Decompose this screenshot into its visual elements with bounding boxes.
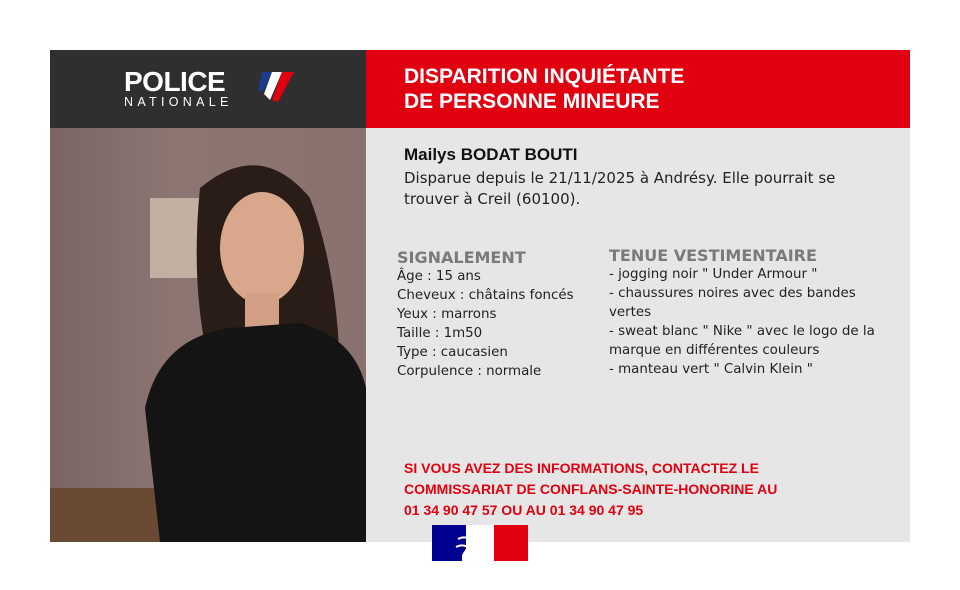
tenue-section [609,246,899,379]
signalement-item: Type : caucasien [397,345,508,360]
title-line-2: DE PERSONNE MINEURE [404,90,660,113]
missing-person-photo [50,128,366,542]
tricolor-wing-icon [254,70,296,106]
tenue-heading: TENUE VESTIMENTAIRE [609,246,817,265]
title-line-1: DISPARITION INQUIÉTANTE [404,65,685,88]
contact-notice [404,458,777,521]
portrait-illustration [50,128,366,542]
tenue-item: - manteau vert " Calvin Klein " [609,362,813,377]
contact-line: SI VOUS AVEZ DES INFORMATIONS, CONTACTEZ LE [404,460,759,476]
contact-phone-numbers: 01 34 90 47 57 OU AU 01 34 90 47 95 [404,502,644,518]
signalement-item: Taille : 1m50 [397,326,483,341]
signalement-item: Cheveux : châtains foncés [397,288,574,303]
tenue-item: - jogging noir " Under Armour " [609,267,818,282]
disappearance-description: Disparue depuis le 21/11/2025 à Andrésy. Elle pourrait se trouver à Creil (60100). [404,169,836,208]
marianne-republique-logo [432,525,528,561]
person-name: Mailys BODAT BOUTI [404,145,578,164]
signalement-item: Âge : 15 ans [397,269,481,284]
logo-police-text: POLICE [124,66,226,97]
page-title [404,64,684,114]
contact-line: COMMISSARIAT DE CONFLANS-SAINTE-HONORINE AU [404,481,778,497]
signalement-section [397,248,597,381]
tenue-item: - sweat blanc " Nike " avec le logo de la marque en différentes couleurs [609,324,875,358]
signalement-heading: SIGNALEMENT [397,248,526,267]
logo-nationale-text: NATIONALE [124,95,233,109]
signalement-item: Yeux : marrons [397,307,497,322]
tenue-item: - chaussures noires avec des bandes vertes [609,286,856,320]
signalement-item: Corpulence : normale [397,364,542,379]
